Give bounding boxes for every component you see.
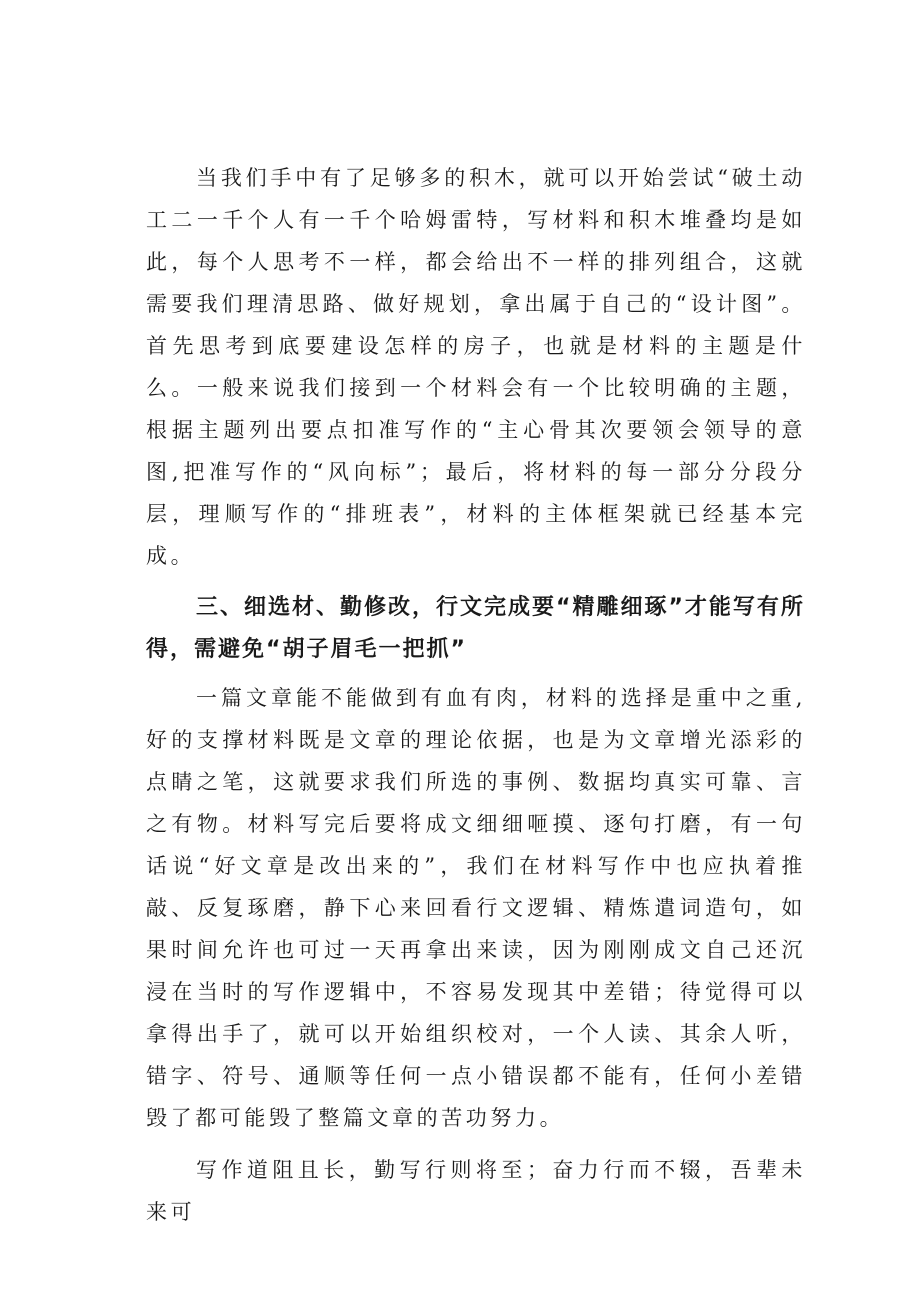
document-body	[146, 157, 806, 1233]
paragraph-revision: 一篇文章能不能做到有血有肉，材料的选择是重中之重,好的支撑材料既是文章的理论依据，也是为文章增光添彩的点睛之笔，这就要求我们所选的事例、数据均真实可靠、言之有物。材料写完后要将成文细细咂摸、逐句打磨，有一句话说“好文章是改出来的”，我们在材料写作中也应执着推敲、反复琢磨，静下心来回看行文逻辑、精炼遣词造句，如果时间允许也可过一天再拿出来读，因为刚刚成文自己还沉浸在当时的写作逻辑中，不容易发现其中差错；待觉得可以拿得出手了，就可以开始组织校对，一个人读、其余人听，错字、符号、通顺等任何一点小错误都不能有，任何小差错毁了都可能毁了整篇文章的苦功努力。	[146, 686, 806, 1130]
paragraph-closing: 写作道阻且长，勤写行则将至；奋力行而不辍，吾辈未来可	[146, 1158, 806, 1224]
paragraph-design: 当我们手中有了足够多的积木，就可以开始尝试“破土动工二一千个人有一千个哈姆雷特，写材料和积木堆叠均是如此，每个人思考不一样，都会给出不一样的排列组合，这就需要我们理清思路、做好规划，拿出属于自己的“设计图”。首先思考到底要建设怎样的房子，也就是材料的主题是什么。一般来说我们接到一个材料会有一个比较明确的主题，根据主题列出要点扣准写作的“主心骨其次要领会领导的意图,把准写作的“风向标”；最后，将材料的每一部分分段分层，理顺写作的“排班表”，材料的主体框架就已经基本完成。	[146, 166, 806, 568]
section-heading-3: 三、细选材、勤修改，行文完成要“精雕细琢”才能写有所得，需避免“胡子眉毛一把抓”	[146, 595, 805, 662]
